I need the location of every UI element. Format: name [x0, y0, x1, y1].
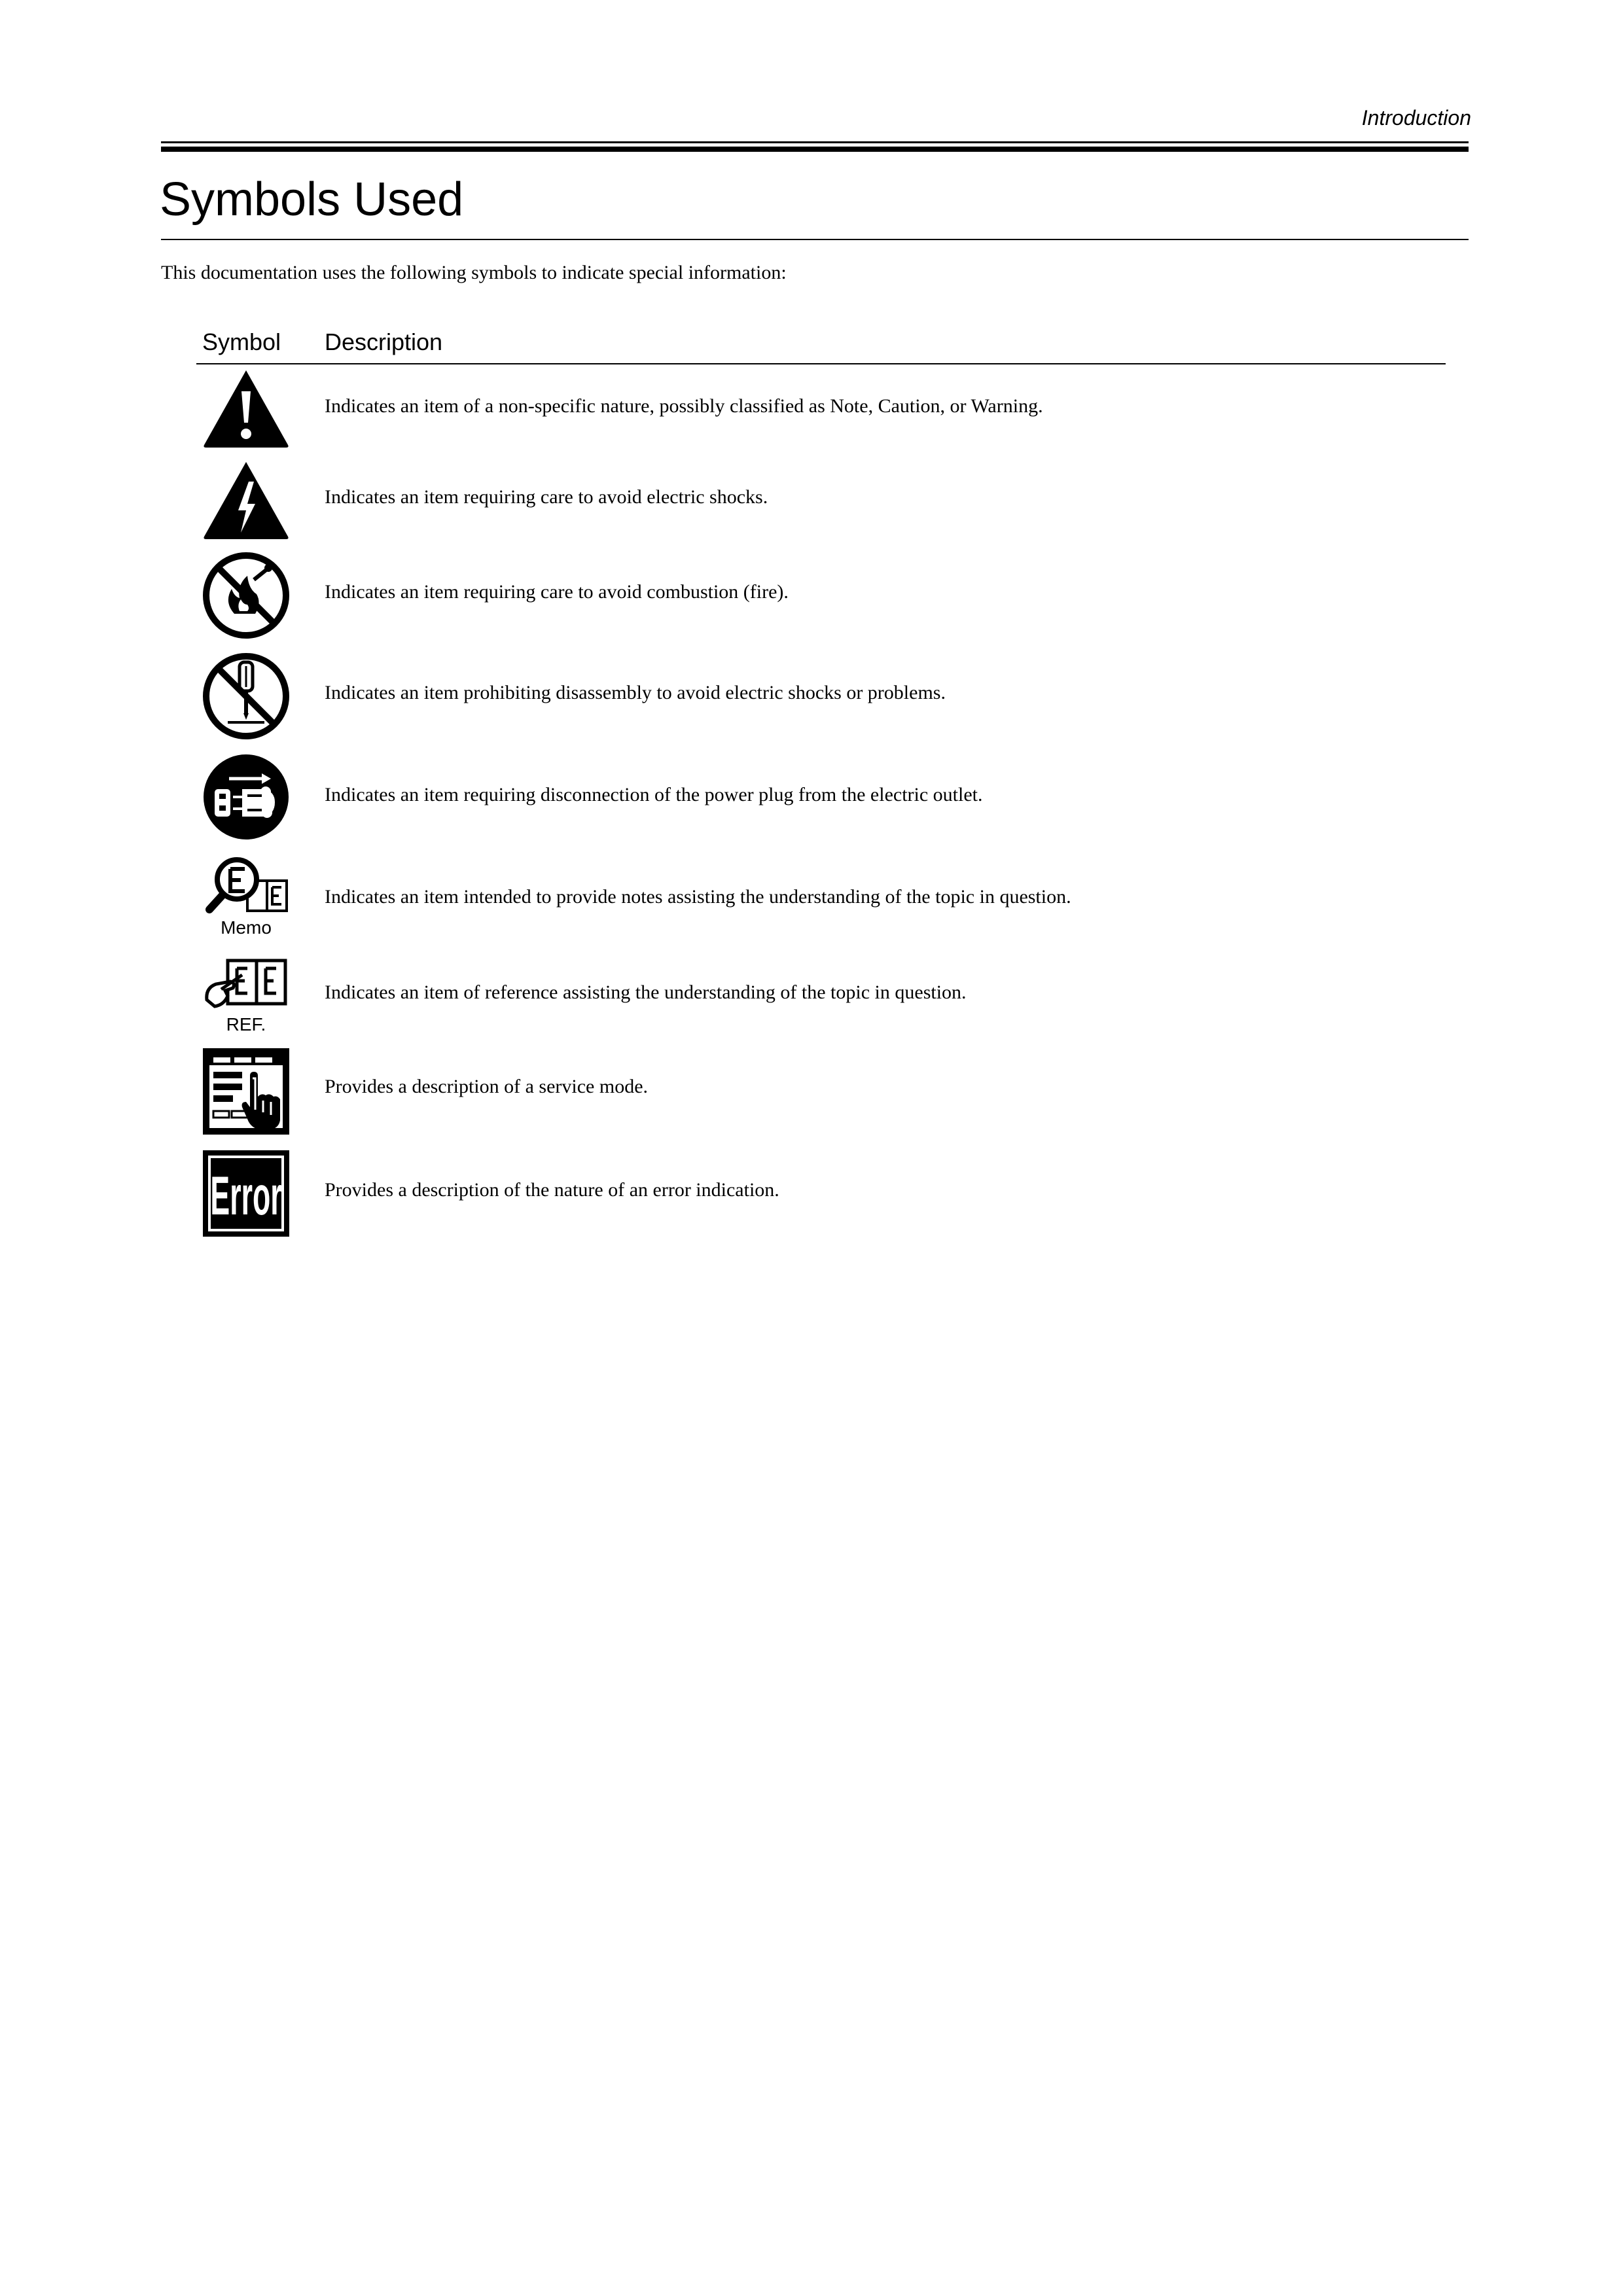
reference-icon [202, 955, 291, 1014]
warning-icon [202, 368, 291, 449]
table-row [196, 855, 1446, 946]
table-row [196, 752, 1446, 844]
error-icon [202, 1149, 291, 1238]
table-row [196, 1047, 1446, 1139]
memo-icon [202, 855, 291, 917]
no-fire-icon [202, 551, 291, 640]
symbol-cell [202, 652, 291, 743]
no-disassembly-icon [202, 652, 291, 741]
table-row [196, 1149, 1446, 1241]
row-description: Indicates an item intended to provide notes assisting the understanding of the topic in question. [325, 886, 1071, 908]
row-description: Indicates an item requiring care to avoid combustion (fire). [325, 581, 789, 603]
memo-icon-label: Memo [221, 917, 272, 938]
intro-text: This documentation uses the following symbols to indicate special information: [161, 262, 787, 283]
symbol-cell [202, 955, 291, 1047]
header-rule-thin [161, 141, 1469, 143]
column-header-symbol: Symbol [202, 328, 281, 355]
table-header-rule [196, 363, 1446, 364]
title-rule [161, 239, 1469, 240]
symbol-cell [202, 368, 291, 459]
symbol-cell [202, 855, 291, 946]
symbol-cell [202, 1047, 291, 1139]
page-title: Symbols Used [160, 173, 464, 226]
error-icon-text: Error [210, 1165, 282, 1227]
service-mode-icon [202, 1047, 291, 1136]
row-description: Indicates an item prohibiting disassembly to avoid electric shocks or problems. [325, 682, 946, 703]
row-description: Indicates an item of a non-specific nature, possibly classified as Note, Caution, or Warning. [325, 395, 1043, 417]
unplug-icon [202, 752, 291, 841]
row-description: Indicates an item of reference assisting the understanding of the topic in question. [325, 981, 967, 1003]
symbol-cell [202, 551, 291, 643]
running-header: Introduction [1361, 106, 1471, 130]
table-row [196, 955, 1446, 1047]
row-description: Indicates an item requiring care to avoid electric shocks. [325, 486, 768, 508]
electric-shock-icon [202, 459, 291, 540]
symbol-cell [202, 752, 291, 844]
header-rule-thick [161, 147, 1469, 152]
row-description: Provides a description of the nature of an error indication. [325, 1179, 779, 1201]
table-row [196, 652, 1446, 743]
table-row [196, 368, 1446, 459]
row-description: Provides a description of a service mode. [325, 1076, 649, 1097]
symbol-cell [202, 459, 291, 551]
table-row [196, 551, 1446, 643]
row-description: Indicates an item requiring disconnection of the power plug from the electric outlet. [325, 784, 983, 805]
symbol-cell [202, 1149, 291, 1241]
column-header-description: Description [325, 328, 443, 355]
reference-icon-label: REF. [226, 1014, 266, 1034]
table-row [196, 459, 1446, 551]
